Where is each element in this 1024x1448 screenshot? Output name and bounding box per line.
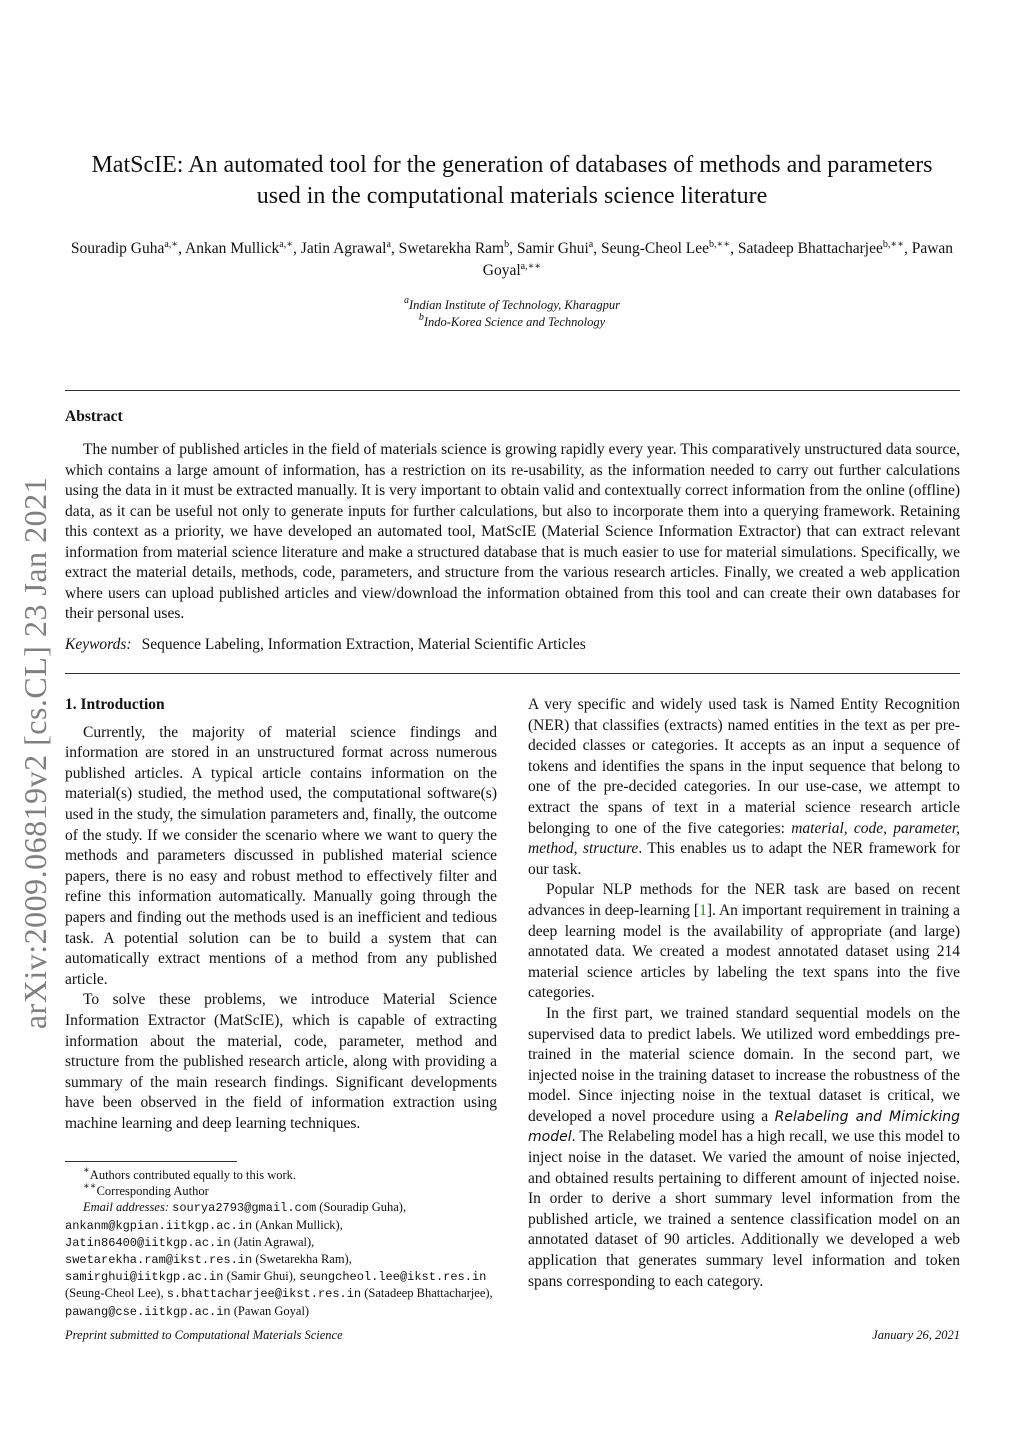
author-sup: a bbox=[588, 239, 594, 250]
keywords-label: Keywords: bbox=[65, 636, 132, 653]
email-owner: (Pawan Goyal) bbox=[233, 1303, 310, 1318]
email-link[interactable]: sourya2793@gmail.com bbox=[172, 1201, 317, 1216]
left-column bbox=[65, 695, 497, 1134]
author-sup: a,∗ bbox=[164, 239, 179, 250]
author: Pawan Goyal bbox=[482, 240, 954, 279]
abstract-heading: Abstract bbox=[65, 408, 123, 425]
footer-date: January 26, 2021 bbox=[872, 1328, 960, 1342]
affiliation-mark: a bbox=[404, 295, 409, 306]
arxiv-identifier: arXiv:2009.06819v2 [cs.CL] 23 Jan 2021 bbox=[17, 476, 53, 1030]
top-rule bbox=[65, 390, 960, 391]
keywords-text: Sequence Labeling, Information Extraction, Material Scientific Articles bbox=[141, 636, 586, 653]
bottom-rule bbox=[65, 673, 960, 674]
affiliation-mark: b bbox=[418, 312, 424, 323]
footnotes bbox=[65, 1167, 500, 1320]
email-link[interactable]: Jatin86400@iitkgp.ac.in bbox=[65, 1235, 231, 1250]
email-owner: (Swetarekha Ram), bbox=[255, 1252, 352, 1267]
email-link[interactable]: samirghui@iitkgp.ac.in bbox=[65, 1270, 224, 1285]
email-owner: (Samir Ghui), bbox=[226, 1269, 296, 1284]
affiliation-text: Indo-Korea Science and Technology bbox=[423, 315, 606, 329]
affiliation-b bbox=[60, 312, 964, 330]
text-span: ]. An important requirement in training a deep learning model is the availability of appropriate (and large) annotated data. We created a modest annotated dataset using 214 material science articles by labeling the text spans into the five categories. bbox=[528, 901, 960, 1002]
author: Jatin Agrawal bbox=[300, 240, 387, 257]
author: Seung-Cheol Lee bbox=[600, 240, 710, 257]
footnote-mark: ∗ bbox=[83, 1165, 90, 1176]
right-column bbox=[528, 695, 960, 1292]
affiliation-text: Indian Institute of Technology, Kharagpur bbox=[409, 298, 620, 312]
text-span: . The Relabeling model has a high recall, we use this model to inject noise in the dataset. We varied the amount of noise injected, and obtained results pertaining to different amount of injected noise. In order to derive a short summary level information from the published article, we trained a sentence classification model on an annotated dataset of 90 articles. Additionally we developed a web application that generates summary level information and token spans corresponding to each category. bbox=[528, 1128, 960, 1290]
author: Samir Ghui bbox=[516, 240, 589, 257]
paper-title bbox=[60, 150, 964, 212]
title-line-1: MatScIE: An automated tool for the generation of databases of methods and parameters bbox=[91, 152, 933, 178]
keywords bbox=[65, 636, 586, 654]
text-span: . This enables us to adapt the NER framework for our task. bbox=[528, 840, 960, 878]
abstract-body: The number of published articles in the field of materials science is growing rapidly every year. This comparatively unstructured data source, which contains a large amount of information, has a restriction on its re-usability, as the information needed to carry out further calculations using the data in it must be extracted manually. It is very important to obtain valid and contextually correct information from the online (offline) data, as it can be useful not only to generate inputs for further calculations, but also to incorporate them into a querying framework. Retaining this context as a priority, we have developed an automated tool, MatScIE (Material Science Information Extractor) that can extract relevant information from material science literature and make a structured database that is much easier to use for material simulations. Specifically, we extract the material details, methods, code, parameters, and structure from the various research articles. Finally, we created a web application where users can upload published articles and view/download the information obtained from this tool and can create their own databases for their personal uses. bbox=[65, 441, 960, 622]
email-link[interactable]: ankanm@kgpian.iitkgp.ac.in bbox=[65, 1218, 253, 1233]
footer-preprint-note: Preprint submitted to Computational Materials Science bbox=[65, 1328, 343, 1342]
footnote-2 bbox=[65, 1183, 500, 1199]
category-list: material, code, parameter, method, structure bbox=[528, 819, 960, 858]
email-addresses bbox=[65, 1199, 500, 1319]
email-link[interactable]: swetarekha.ram@ikst.res.in bbox=[65, 1253, 253, 1268]
section-heading: 1. Introduction bbox=[65, 696, 165, 713]
email-owner: (Jatin Agrawal), bbox=[233, 1234, 315, 1249]
author: Souradip Guha bbox=[70, 240, 165, 257]
intro-paragraph-4 bbox=[528, 880, 960, 1004]
author: Satadeep Bhattacharjee bbox=[737, 240, 883, 257]
text-span: Popular NLP methods for the NER task are based on recent advances in deep-learning [ bbox=[528, 881, 960, 919]
email-owner: (Seung-Cheol Lee), bbox=[65, 1286, 164, 1301]
author-sup: b,∗∗ bbox=[709, 239, 731, 250]
email-owner: (Satadeep Bhattacharjee), bbox=[364, 1286, 493, 1301]
author-sup: a,∗∗ bbox=[520, 261, 542, 272]
footnote-text: Corresponding Author bbox=[96, 1184, 209, 1199]
email-link[interactable]: s.bhattacharjee@ikst.res.in bbox=[166, 1287, 362, 1302]
model-name: Relabeling and Mimicking model bbox=[528, 1108, 960, 1146]
author-sup: a bbox=[386, 239, 391, 250]
email-owner: (Souradip Guha), bbox=[319, 1200, 407, 1215]
title-line-2: used in the computational materials science literature bbox=[256, 183, 768, 209]
text-span: A very specific and widely used task is Named Entity Recognition (NER) that classifies (extracts) named entities in the text as per pre-decided classes or categories. It accepts as an input a sequence of tokens and identifies the spans in the input sequence that belong to one of the pre-decided categories. In our use-case, we attempt to extract the spans of text in a material science research article belonging to one of the five categories: bbox=[528, 696, 960, 837]
footnote-rule bbox=[65, 1161, 237, 1162]
citation-link[interactable]: 1 bbox=[699, 901, 707, 919]
text-span: In the first part, we trained standard sequential models on the supervised data to predict labels. We utilized word embeddings pre-trained in the material science domain. In the second part, we injected noise in the training dataset to increase the robustness of the model. Since injecting noise in the textual dataset is critical, we developed a novel procedure using a bbox=[528, 1004, 960, 1125]
intro-paragraph-5 bbox=[528, 1004, 960, 1292]
intro-paragraph-1: Currently, the majority of material science findings and information are stored in an unstructured format across numerous published articles. A typical article contains information on the material(s) studied, the method used, the computational software(s) used in the study, the simulation parameters and, finally, the outcome of the study. If we consider the scenario where we want to query the methods and parameters discussed in published material science papers, there is no easy and robust method to effectively filter and refine this information automatically. Manually going through the papers and finding out the methods used is an inefficient and tedious task. A potential solution can be to build a system that can automatically extract mentions of a method from any published article. bbox=[65, 723, 497, 988]
footnote-1 bbox=[65, 1167, 500, 1183]
author-sup: b,∗∗ bbox=[882, 239, 904, 250]
author-list: Souradip Guha$^{a,∗}$, Ankan Mullick$^{a,∗}$, Jatin Agrawal$^a$, Swetarekha Ram$^b$, Samir Ghui$^a$, Seung-Cheol Lee$^{b,∗∗}$, Satadeep Bhattacharjee$^{b,∗∗}$, Pawan Goyal$^{a,∗∗}$ bbox=[70, 239, 954, 279]
email-link[interactable]: pawang@cse.iitkgp.ac.in bbox=[65, 1304, 231, 1319]
intro-paragraph-3 bbox=[528, 695, 960, 880]
intro-paragraph-2: To solve these problems, we introduce Material Science Information Extractor (MatScIE), which is capable of extracting information about the material, code, parameter, method and structure from the published research article, along with providing a summary of the main research findings. Significant developments have been observed in the field of information extraction using machine learning and deep learning techniques. bbox=[65, 991, 497, 1132]
author: Swetarekha Ram bbox=[398, 240, 505, 257]
footnote-mark: ∗∗ bbox=[83, 1181, 97, 1193]
email-owner: (Ankan Mullick), bbox=[255, 1217, 343, 1232]
footnote-text: Authors contributed equally to this work. bbox=[89, 1168, 297, 1182]
email-link[interactable]: seungcheol.lee@ikst.res.in bbox=[299, 1270, 487, 1285]
email-label: Email addresses: bbox=[83, 1200, 169, 1215]
author: Ankan Mullick bbox=[185, 240, 280, 257]
author-sup: a,∗ bbox=[279, 239, 294, 250]
affiliation-a bbox=[60, 295, 964, 313]
author-sup: b bbox=[504, 239, 510, 250]
